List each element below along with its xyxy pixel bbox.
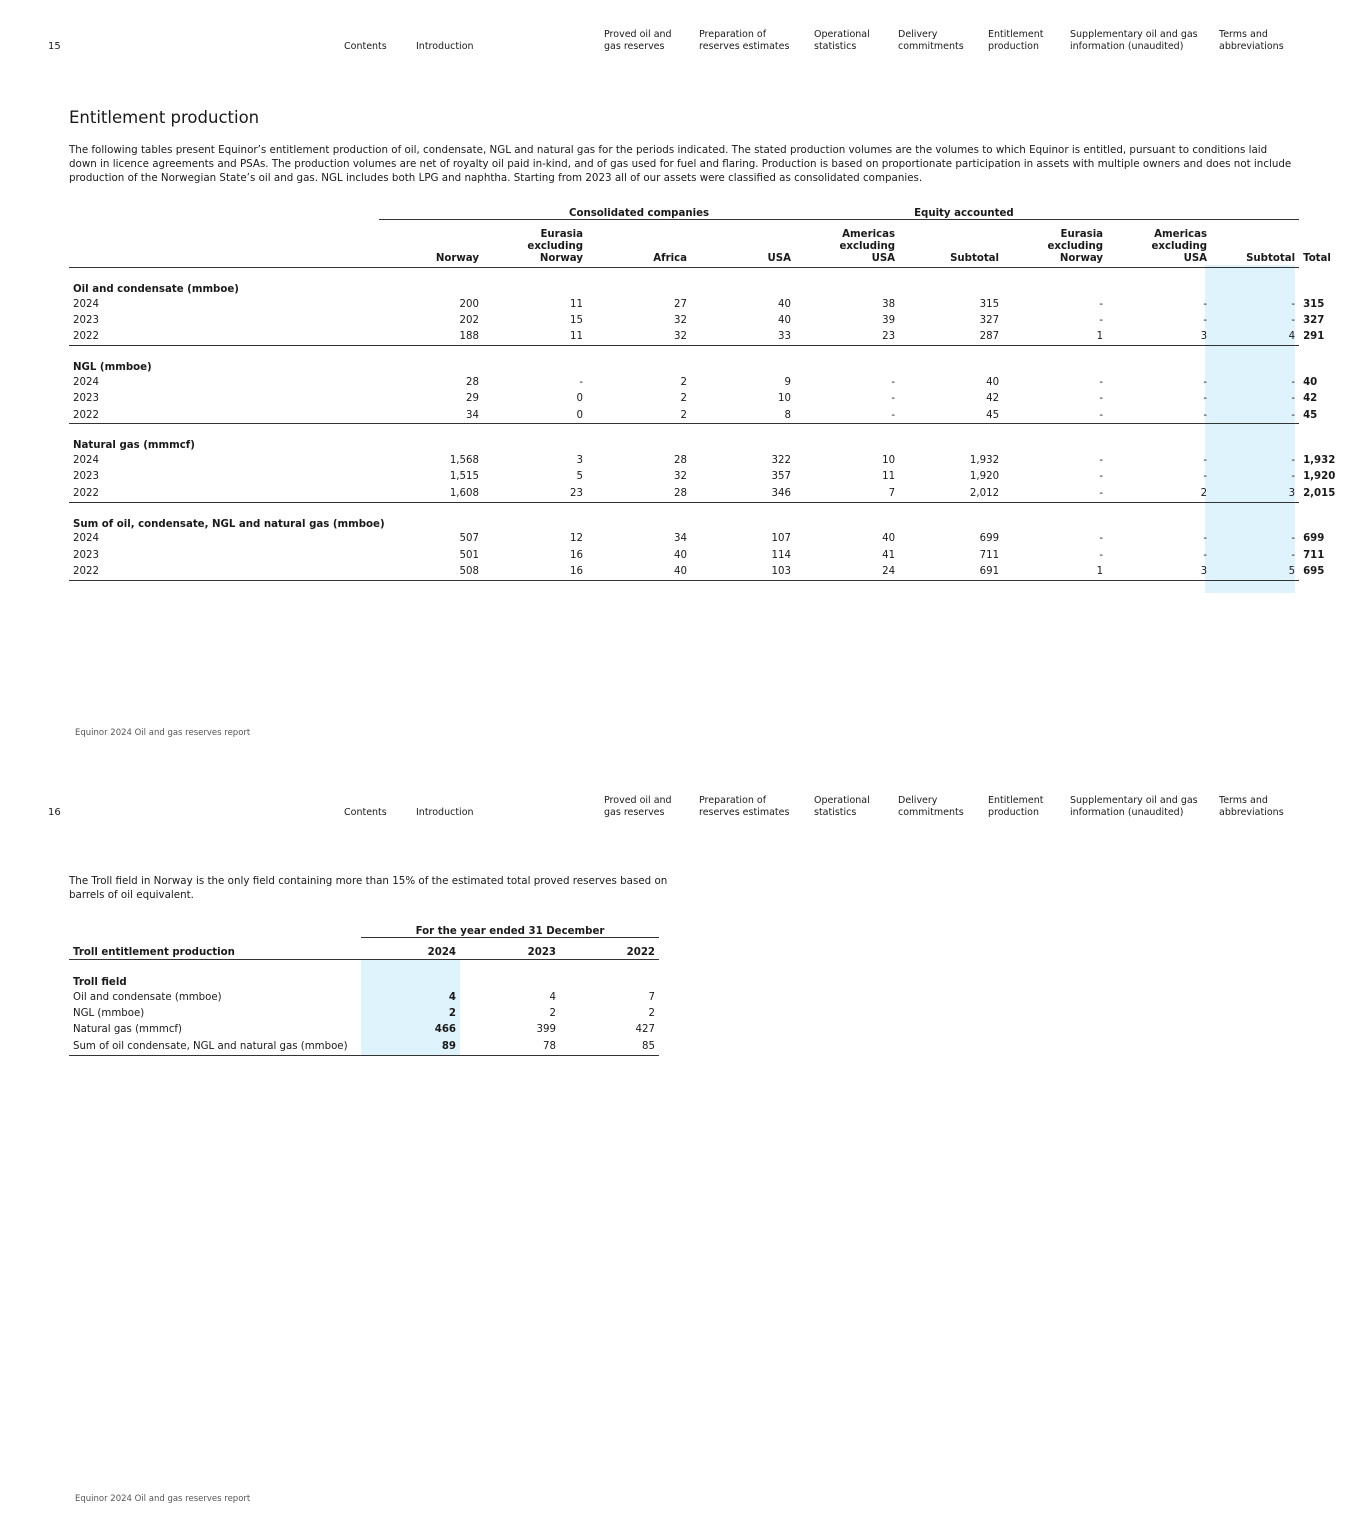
- cell: -: [1099, 376, 1104, 388]
- cell: 34: [674, 533, 687, 545]
- group-year-ended: For the year ended 31 December: [361, 922, 659, 938]
- troll-paragraph: The Troll field in Norway is the only field containing more than 15% of the estimated total proved reserves based on barrels of oil equivalent.: [69, 875, 668, 901]
- cell: 24: [795, 563, 899, 580]
- cell: -: [1203, 471, 1208, 483]
- footer: Equinor 2024 Oil and gas reserves report: [75, 1494, 251, 1504]
- cell: 346: [691, 485, 795, 502]
- cell: 16: [483, 563, 587, 580]
- cell: 10: [778, 393, 791, 405]
- cell: 1: [1003, 563, 1107, 580]
- cell: 4: [549, 991, 556, 1003]
- cell: 40: [587, 563, 691, 580]
- cell: -: [1099, 471, 1104, 483]
- row-year: 2024: [73, 298, 99, 310]
- cell: 5: [576, 471, 583, 483]
- cell: -: [1203, 376, 1208, 388]
- section-title: Troll field: [73, 977, 127, 988]
- cell: -: [1203, 298, 1208, 310]
- cell: 1,568: [449, 455, 479, 467]
- row-year: 2023: [73, 549, 99, 561]
- cell: -: [1099, 455, 1104, 467]
- cell: 2: [680, 376, 687, 388]
- cell: -: [1211, 407, 1299, 424]
- row-year: 2024: [73, 455, 99, 467]
- top-navigation: [0, 29, 1365, 59]
- cell: 15: [570, 315, 583, 327]
- cell: 2: [680, 393, 687, 405]
- nav-entitlement-production[interactable]: Entitlement production: [988, 795, 1044, 818]
- nav-introduction[interactable]: Introduction: [416, 41, 474, 52]
- nav-preparation[interactable]: Preparation of reserves estimates: [699, 795, 790, 818]
- cell: 327: [979, 315, 1000, 327]
- cell: -: [1099, 393, 1104, 405]
- cell: 2: [448, 1008, 456, 1020]
- cell: 1,515: [449, 471, 479, 483]
- cell: -: [1099, 315, 1104, 327]
- cell: 3: [1107, 563, 1211, 580]
- cell: -: [1291, 376, 1296, 388]
- page-title: Entitlement production: [69, 108, 260, 127]
- nav-terms[interactable]: Terms and abbreviations: [1219, 795, 1284, 818]
- cell: 508: [325, 563, 483, 580]
- cell: 78: [460, 1038, 560, 1055]
- row-year: 2024: [73, 533, 99, 545]
- cell: 32: [587, 329, 691, 346]
- row-year: 2022: [69, 563, 325, 580]
- table-row: 2023 202 15 32 40 39 327 - - - 327: [69, 312, 1299, 328]
- section-title: Natural gas (mmmcf): [73, 440, 195, 452]
- cell: 103: [691, 563, 795, 580]
- nav-operational-statistics[interactable]: Operational statistics: [814, 795, 870, 818]
- label-header: Troll entitlement production: [69, 938, 361, 960]
- cell: -: [1291, 315, 1296, 327]
- row-label: Natural gas (mmmcf): [73, 1024, 182, 1036]
- cell: 200: [459, 298, 479, 310]
- table-row: 2023 1,515 5 32 357 11 1,920 - - - 1,920: [69, 469, 1299, 485]
- cell: -: [579, 376, 583, 388]
- cell: 40: [986, 376, 1000, 388]
- table-row: 2024 1,568 3 28 322 10 1,932 - - - 1,932: [69, 452, 1299, 468]
- cell: 357: [771, 471, 791, 483]
- cell: 9: [784, 376, 791, 388]
- cell: 507: [459, 533, 479, 545]
- page-number: 16: [48, 807, 61, 818]
- cell: -: [891, 376, 896, 388]
- nav-entitlement-production[interactable]: Entitlement production: [988, 29, 1044, 52]
- cell: 85: [560, 1038, 659, 1055]
- cell: 32: [674, 315, 687, 327]
- nav-terms[interactable]: Terms and abbreviations: [1219, 29, 1284, 52]
- cell: 45: [899, 407, 1003, 424]
- nav-delivery-commitments[interactable]: Delivery commitments: [898, 29, 964, 52]
- table-row: 2023 29 0 2 10 - 42 - - - 42: [69, 391, 1299, 407]
- col-header: Eurasia excluding Norway: [1003, 220, 1107, 268]
- col-header: Norway: [325, 220, 483, 268]
- cell: 2: [549, 1008, 556, 1020]
- cell: -: [1107, 407, 1211, 424]
- col-header: Subtotal: [899, 220, 1003, 268]
- row-label: Oil and condensate (mmboe): [73, 991, 222, 1003]
- table-row: 2022 1,608 23 28 346 7 2,012 - 2 3 2,015: [69, 485, 1299, 502]
- cell: 699: [979, 533, 1000, 545]
- cell: 4: [448, 991, 456, 1003]
- cell: 7: [648, 991, 655, 1003]
- nav-operational-statistics[interactable]: Operational statistics: [814, 29, 870, 52]
- cell: -: [795, 407, 899, 424]
- cell: 188: [325, 329, 483, 346]
- group-consolidated-companies: Consolidated companies: [379, 203, 899, 220]
- cell: 33: [691, 329, 795, 346]
- cell: 501: [459, 549, 479, 561]
- cell: 399: [536, 1024, 556, 1036]
- cell: 427: [635, 1024, 655, 1036]
- cell: -: [1291, 533, 1296, 545]
- cell: 2,012: [899, 485, 1003, 502]
- nav-proved-reserves[interactable]: Proved oil and gas reserves: [604, 29, 672, 52]
- cell: 39: [882, 315, 896, 327]
- section-title: NGL (mmboe): [73, 362, 152, 374]
- cell: 1,932: [969, 455, 1000, 467]
- cell: 23: [795, 329, 899, 346]
- cell: 114: [771, 549, 791, 561]
- row-year: 2022: [69, 485, 325, 502]
- table-row: 2022 188 11 32 33 23 287 1 3 4 291: [69, 329, 1299, 346]
- cell: -: [1203, 549, 1208, 561]
- nav-supplementary[interactable]: Supplementary oil and gas information (unaudited): [1070, 795, 1198, 818]
- cell: 1: [1003, 329, 1107, 346]
- cell: 1,608: [325, 485, 483, 502]
- cell: 322: [771, 455, 791, 467]
- cell: 40: [778, 298, 791, 310]
- col-header: Americas excluding USA: [1107, 220, 1211, 268]
- cell: 466: [434, 1024, 456, 1036]
- cell: 34: [325, 407, 483, 424]
- table-row: 2024 200 11 27 40 38 315 - - - 315: [69, 296, 1299, 312]
- col-header: Eurasia excluding Norway: [483, 220, 587, 268]
- cell: 40: [882, 533, 896, 545]
- cell: -: [1291, 455, 1296, 467]
- cell: -: [1291, 471, 1296, 483]
- col-header: Americas excluding USA: [795, 220, 899, 268]
- cell: 287: [899, 329, 1003, 346]
- cell: 11: [570, 298, 583, 310]
- cell: 4: [1211, 329, 1299, 346]
- cell: 2: [1107, 485, 1211, 502]
- cell: -: [1099, 549, 1104, 561]
- cell: 32: [674, 471, 687, 483]
- cell: 107: [771, 533, 791, 545]
- cell: -: [1203, 533, 1208, 545]
- cell: 29: [466, 393, 479, 405]
- row-label: Sum of oil condensate, NGL and natural gas (mmboe): [69, 1038, 361, 1055]
- cell: 12: [570, 533, 583, 545]
- cell: 315: [979, 298, 1000, 310]
- page-16: [0, 766, 1365, 1532]
- cell: 711: [979, 549, 1000, 561]
- nav-preparation[interactable]: Preparation of reserves estimates: [699, 29, 790, 52]
- table-row: 2022 508 16 40 103 24 691 1 3 5 695: [69, 563, 1299, 580]
- row-year: 2022: [69, 329, 325, 346]
- cell: 16: [570, 549, 583, 561]
- footer: Equinor 2024 Oil and gas reserves report: [75, 728, 251, 738]
- table-row: 2022 34 0 2 8 - 45 - - - 45: [69, 407, 1299, 424]
- cell: -: [1291, 393, 1296, 405]
- cell: 2: [587, 407, 691, 424]
- nav-contents[interactable]: Contents: [344, 807, 387, 818]
- cell: 23: [483, 485, 587, 502]
- entitlement-production-table: Consolidated companies Equity accounted Norway Eurasia excluding Norway Africa USA Americas excluding USA Subtotal Eurasia excluding Norway Americas excluding USA Subtotal Total Oil and condensate (mmboe) 2024 200 11 27 40 38 315 - - - 315 2023 202 15 32 40 39 327 - - - 327 2022 188 11 32 33 23 287 1 3 4 291 NGL (mmboe) 2024 28 - 2 9 - 40 - - - 40 2023 29 0 2 10 - 42 - - - 42 2022 34 0 2 8 - 45 - - - 45 Natural gas (mmmcf) 2024 1,568 3 28 322 10 1,932 - - - 1,932 2023 1,515 5 32 357 11 1,920 - - - 1,920 2022 1,608 23 28 346 7 2,012 - 2 3 2,015 Sum of oil, condensate, NGL and natural gas (mmboe) 2024 507 12 34 107 40 699 - - - 699 2023 501 16 40 114 41 711 - - - 711 2022 508 16 40 103 24 691 1 3 5 695: [69, 203, 1299, 581]
- cell: 11: [882, 471, 896, 483]
- cell: -: [1291, 549, 1296, 561]
- cell: 3: [576, 455, 583, 467]
- table-row: [69, 1022, 659, 1038]
- cell: -: [1203, 455, 1208, 467]
- row-year: 2024: [73, 376, 99, 388]
- cell: 10: [882, 455, 896, 467]
- cell: 0: [576, 393, 583, 405]
- col-header: USA: [691, 220, 795, 268]
- cell: -: [1003, 485, 1107, 502]
- cell: 3: [1107, 329, 1211, 346]
- cell: 28: [587, 485, 691, 502]
- cell: 11: [483, 329, 587, 346]
- cell: 42: [986, 393, 1000, 405]
- cell: 0: [483, 407, 587, 424]
- cell: -: [1291, 298, 1296, 310]
- cell: 40: [674, 549, 687, 561]
- cell: 38: [882, 298, 896, 310]
- cell: -: [891, 393, 896, 405]
- cell: 27: [674, 298, 687, 310]
- nav-introduction[interactable]: Introduction: [416, 807, 474, 818]
- page-number: 15: [48, 41, 61, 52]
- cell: -: [1203, 315, 1208, 327]
- row-year: 2022: [69, 407, 325, 424]
- nav-delivery-commitments[interactable]: Delivery commitments: [898, 795, 964, 818]
- row-label: NGL (mmboe): [73, 1008, 145, 1020]
- row-year: 2023: [73, 471, 99, 483]
- table-row: 2023 501 16 40 114 41 711 - - - 711: [69, 547, 1299, 563]
- section-title: Sum of oil, condensate, NGL and natural gas (mmboe): [73, 518, 385, 530]
- cell: -: [1099, 298, 1104, 310]
- table-row: [69, 989, 659, 1005]
- cell: 7: [795, 485, 899, 502]
- nav-proved-reserves[interactable]: Proved oil and gas reserves: [604, 795, 672, 818]
- cell: 202: [459, 315, 479, 327]
- table-row: [69, 1005, 659, 1021]
- cell: -: [1099, 533, 1104, 545]
- cell: 28: [466, 376, 479, 388]
- cell: 5: [1211, 563, 1299, 580]
- intro-paragraph: The following tables present Equinor’s entitlement production of oil, condensate, NGL and natural gas for the periods indicated. The stated production volumes are the volumes to which Equinor is entitled, pursuant to conditions laid down in licence agreements and PSAs. The production volumes are net of royalty oil paid in-kind, and of gas used for fuel and flaring. Production is based on proportionate participation in assets with multiple owners and does not include production of the Norwegian State’s oil and gas. NGL includes both LPG and naphtha. Starting from 2023 all of our assets were classified as consolidated companies.: [69, 144, 1292, 184]
- nav-contents[interactable]: Contents: [344, 41, 387, 52]
- cell: 691: [899, 563, 1003, 580]
- cell: 28: [674, 455, 687, 467]
- cell: -: [1003, 407, 1107, 424]
- group-equity-accounted: Equity accounted: [899, 203, 1299, 220]
- cell: 2: [648, 1008, 655, 1020]
- table-row: 2024 507 12 34 107 40 699 - - - 699: [69, 531, 1299, 547]
- cell: 3: [1211, 485, 1299, 502]
- table-row: [69, 1038, 659, 1055]
- cell: 41: [882, 549, 896, 561]
- cell: 40: [778, 315, 791, 327]
- row-year: 2023: [73, 393, 99, 405]
- cell: 89: [361, 1038, 460, 1055]
- cell: -: [1203, 393, 1208, 405]
- troll-production-table: [69, 922, 659, 1056]
- table-row: 2024 28 - 2 9 - 40 - - - 40: [69, 374, 1299, 390]
- top-navigation: [0, 795, 1365, 825]
- nav-supplementary[interactable]: Supplementary oil and gas information (unaudited): [1070, 29, 1198, 52]
- col-header: Africa: [587, 220, 691, 268]
- year-header: 2023: [460, 938, 560, 960]
- year-header: 2024: [361, 938, 460, 960]
- year-header: 2022: [560, 938, 659, 960]
- col-header: Subtotal: [1211, 220, 1299, 268]
- row-year: 2023: [73, 315, 99, 327]
- cell: 1,920: [969, 471, 1000, 483]
- section-title: Oil and condensate (mmboe): [73, 284, 239, 295]
- cell: 8: [691, 407, 795, 424]
